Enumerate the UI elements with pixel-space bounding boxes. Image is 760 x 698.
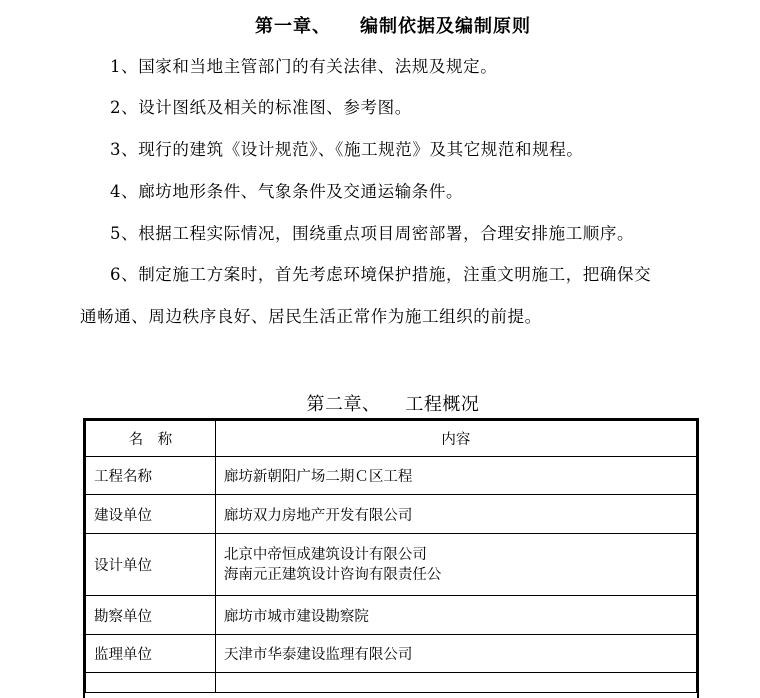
row-content-cell: 廊坊双力房地产开发有限公司 — [215, 495, 696, 534]
row-content-cell — [215, 534, 696, 596]
table-row — [86, 457, 697, 495]
chapter1-item-6-continued: 通畅通、周边秩序良好、居民生活正常作为施工组织的前提。 — [80, 307, 542, 326]
chapter1-title: 第一章、 编制依据及编制原则 — [254, 16, 532, 37]
chapter1-item-2: 2、设计图纸及相关的标准图、参考图。 — [110, 98, 412, 117]
content-line: 北京中帝恒成建筑设计有限公司 — [223, 546, 427, 563]
header-content: 内容 — [215, 421, 696, 457]
row-content-cell: 天津市华泰建设监理有限公司 — [215, 635, 696, 673]
table-row — [86, 635, 697, 673]
row-name-cell: 监理单位 — [86, 635, 216, 673]
chapter1-item-4: 4、廊坊地形条件、气象条件及交通运输条件。 — [110, 182, 464, 201]
chapter2-title: 第二章、 工程概况 — [306, 394, 480, 415]
table-row — [86, 596, 697, 635]
header-name: 名 称 — [86, 421, 216, 457]
chapter1-item-3: 3、现行的建筑《设计规范》、《施工规范》及其它规范和规程。 — [110, 140, 584, 159]
content-line: 海南元正建筑设计咨询有限责任公 — [223, 566, 442, 583]
table-header-row — [86, 421, 697, 457]
row-name-cell: 勘察单位 — [86, 596, 216, 635]
row-content-cell: 廊坊市城市建设勘察院 — [215, 596, 696, 635]
table-row — [86, 534, 697, 596]
chapter1-item-6: 6、制定施工方案时，首先考虑环境保护措施，注重文明施工，把确保交 — [110, 265, 652, 284]
row-name-cell: 设计单位 — [86, 534, 216, 596]
project-overview-table — [85, 420, 697, 693]
row-name-cell: 建设单位 — [86, 495, 216, 534]
chapter1-item-5: 5、根据工程实际情况，围绕重点项目周密部署，合理安排施工顺序。 — [110, 224, 635, 243]
table-row — [86, 495, 697, 534]
project-overview-table-frame — [83, 418, 699, 698]
row-name-cell: 工程名称 — [86, 457, 216, 495]
chapter1-item-1: 1、国家和当地主管部门的有关法律、法规及规定。 — [110, 57, 498, 76]
row-content-cell: 廊坊新朝阳广场二期Ｃ区工程 — [215, 457, 696, 495]
